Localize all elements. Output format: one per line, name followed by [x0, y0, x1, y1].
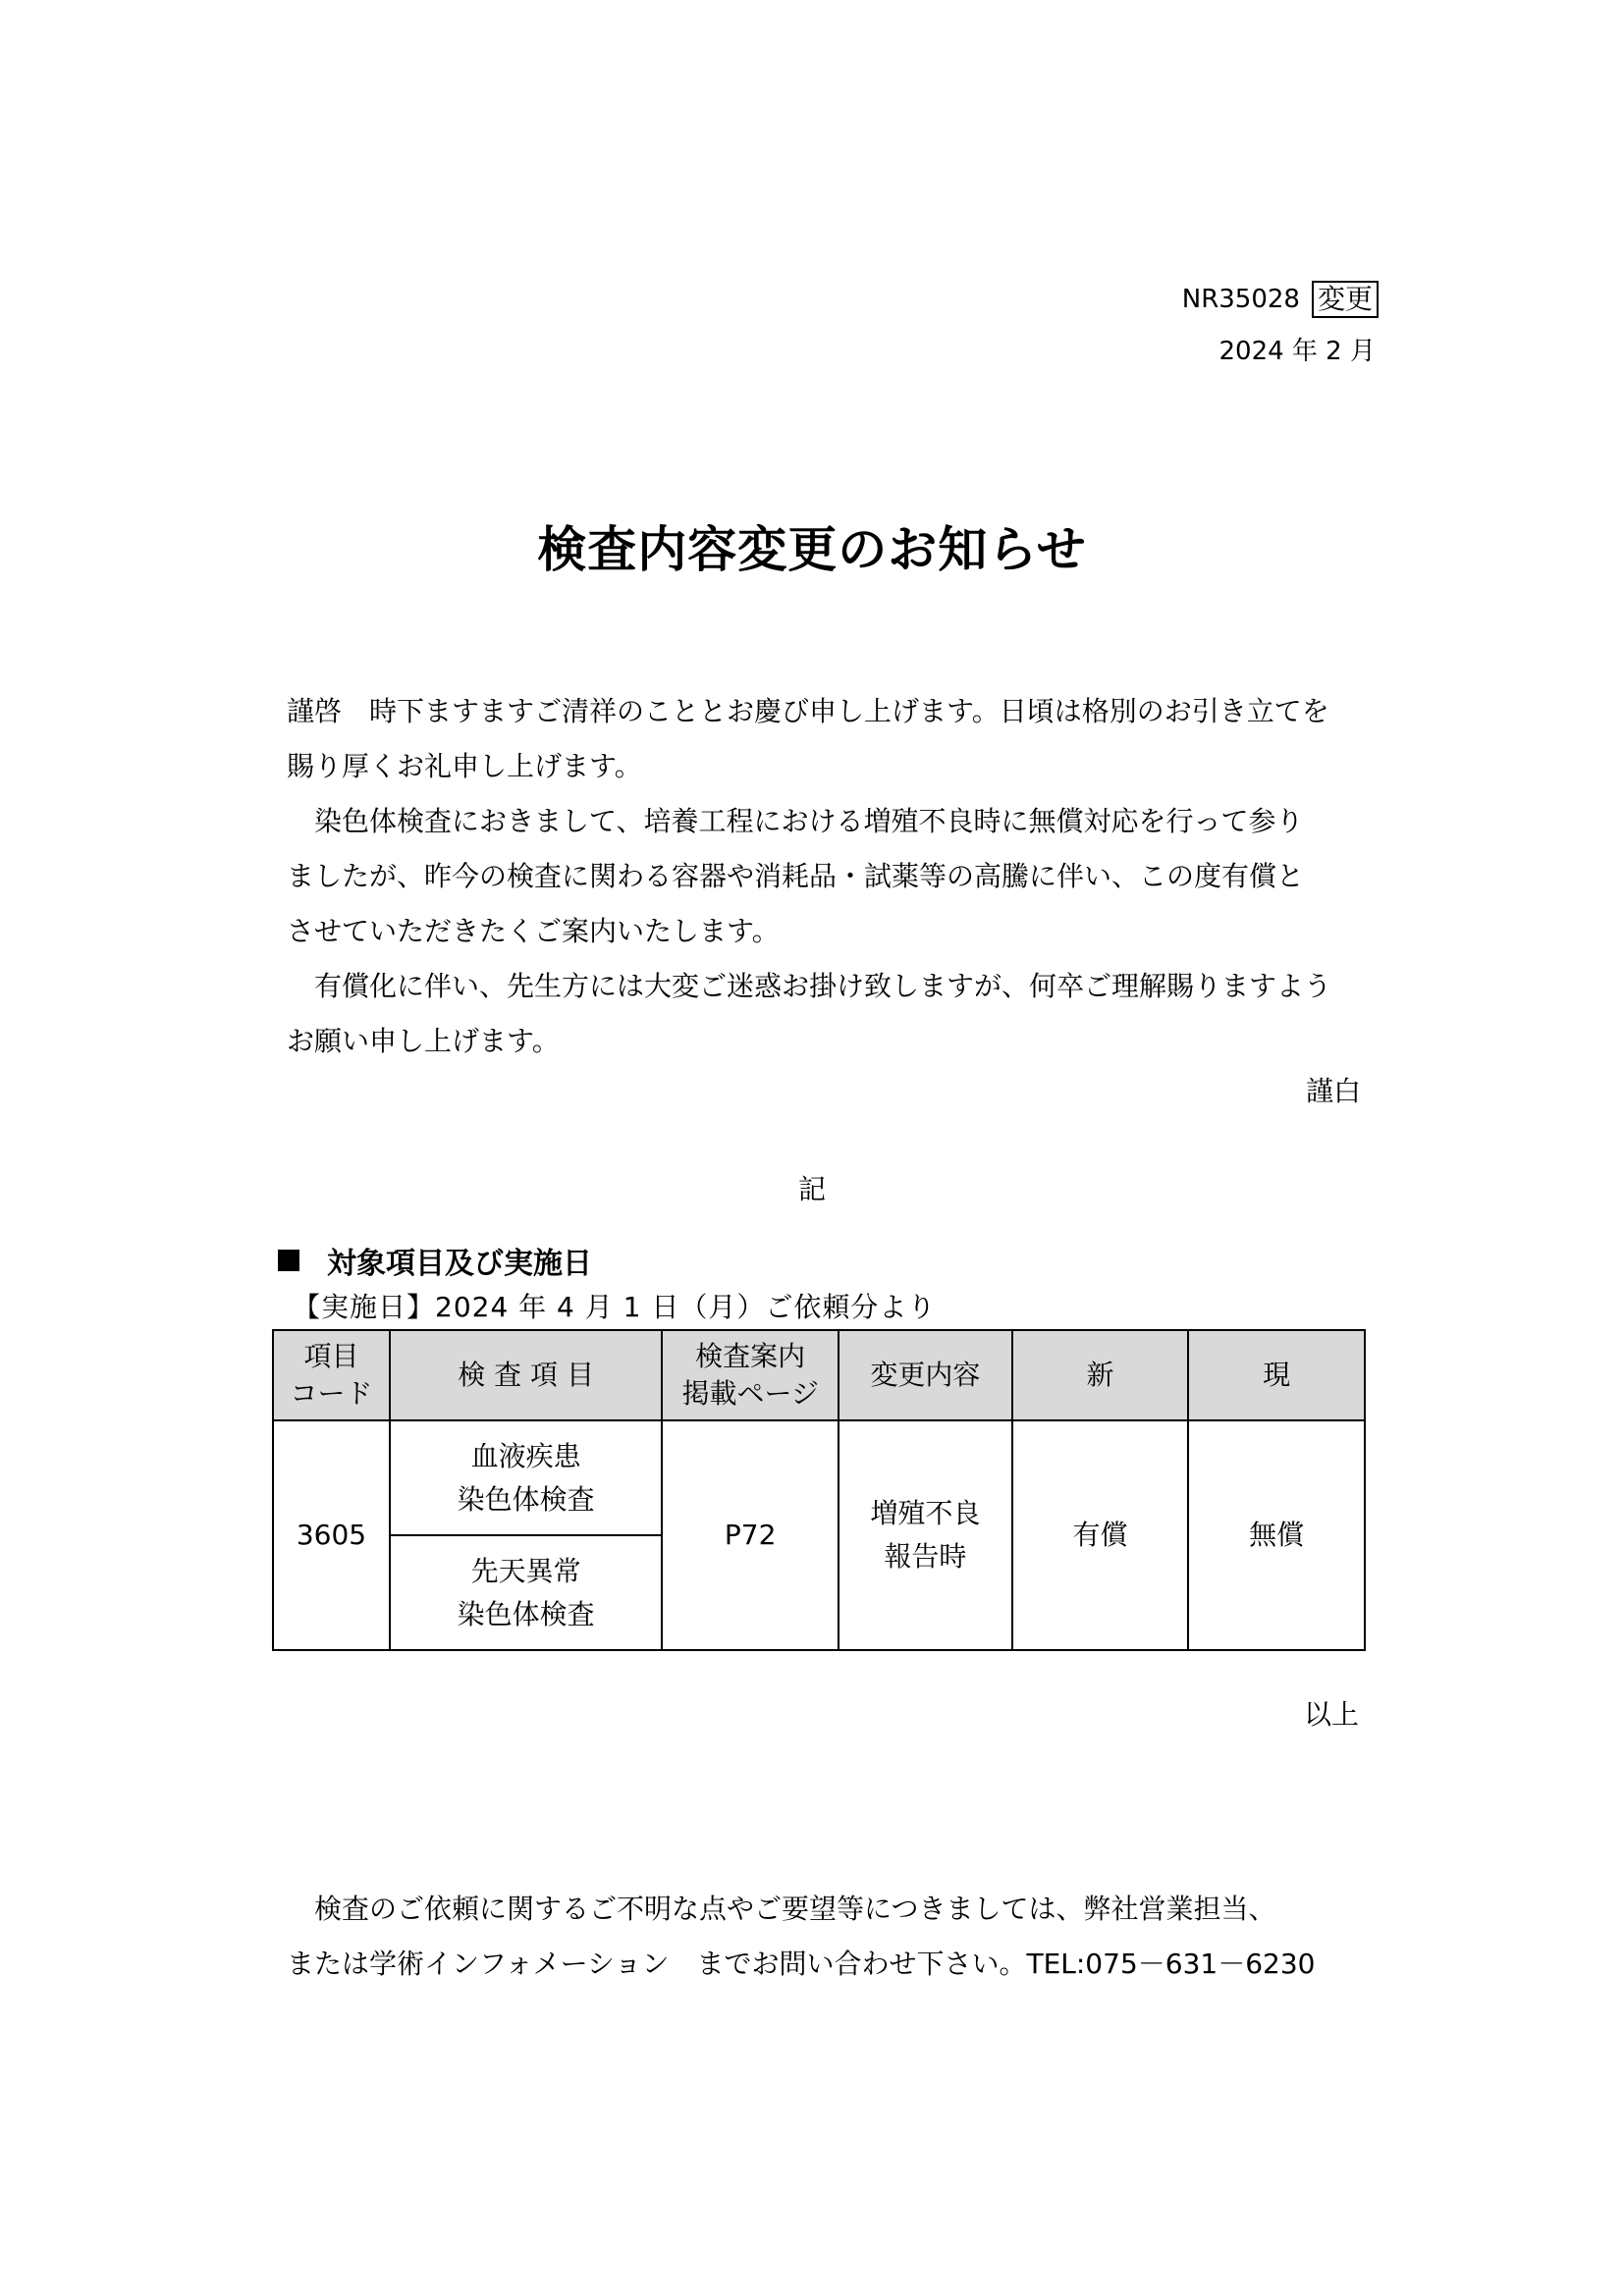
- ki-marker: 記: [797, 1173, 826, 1205]
- cell-test-item-2: 先天異常 染色体検査: [390, 1535, 662, 1650]
- body-paragraph-3-line-2: お願い申し上げます。: [287, 1025, 560, 1057]
- header-guide-page: 検査案内 掲載ページ: [662, 1330, 839, 1420]
- footer-line-1: 検査のご依頼に関するご不明な点やご要望等につきましては、弊社営業担当、: [287, 1893, 1276, 1925]
- document-date: 2024 年 2 月: [1218, 337, 1376, 366]
- body-paragraph-2-line-1: 染色体検査におきまして、培養工程における増殖不良時に無償対応を行って参り: [287, 805, 1304, 837]
- closing-salutation: 謹白: [1305, 1075, 1361, 1107]
- table-row: [273, 1420, 1365, 1535]
- page-title: 検査内容変更のお知らせ: [537, 521, 1087, 578]
- cell-current: 無償: [1188, 1420, 1365, 1650]
- implementation-date: 【実施日】2024 年 4 月 1 日（月）ご依頼分より: [293, 1291, 937, 1323]
- footer-line-2: または学術インフォメーション までお問い合わせ下さい。TEL:075－631－6230: [287, 1948, 1316, 1980]
- cell-change-content: 増殖不良 報告時: [839, 1420, 1012, 1650]
- header-change-content: 変更内容: [839, 1330, 1012, 1420]
- body-paragraph-3-line-1: 有償化に伴い、先生方には大変ご迷惑お掛け致しますが、何卒ご理解賜りますよう: [287, 970, 1332, 1002]
- header-new: 新: [1012, 1330, 1189, 1420]
- document-number: NR35028: [1181, 285, 1300, 314]
- target-items-table: [272, 1329, 1366, 1651]
- document-number-block: [1182, 280, 1379, 319]
- header-current: 現: [1188, 1330, 1365, 1420]
- header-test-item: 検 査 項 目: [390, 1330, 662, 1420]
- body-paragraph-2-line-2: ましたが、昨今の検査に関わる容器や消耗品・試薬等の高騰に伴い、この度有償と: [287, 860, 1305, 892]
- change-badge: 変更: [1312, 281, 1379, 318]
- cell-test-item-1: 血液疾患 染色体検査: [390, 1420, 662, 1535]
- body-paragraph-1-line-1: 謹啓 時下ますますご清祥のこととお慶び申し上げます。日頃は格別のお引き立てを: [287, 695, 1329, 727]
- section-heading: [278, 1239, 592, 1282]
- cell-new: 有償: [1012, 1420, 1189, 1650]
- table-header-row: [273, 1330, 1365, 1420]
- cell-guide-page: P72: [662, 1420, 839, 1650]
- body-paragraph-2-line-3: させていただきたくご案内いたします。: [287, 915, 780, 947]
- section-heading-text: 対象項目及び実施日: [327, 1247, 592, 1281]
- square-bullet-icon: [278, 1250, 299, 1271]
- ijo-closing: 以上: [1303, 1698, 1359, 1731]
- body-paragraph-1-line-2: 賜り厚くお礼申し上げます。: [287, 750, 642, 782]
- header-item-code: 項目 コード: [273, 1330, 390, 1420]
- cell-item-code: 3605: [273, 1420, 390, 1650]
